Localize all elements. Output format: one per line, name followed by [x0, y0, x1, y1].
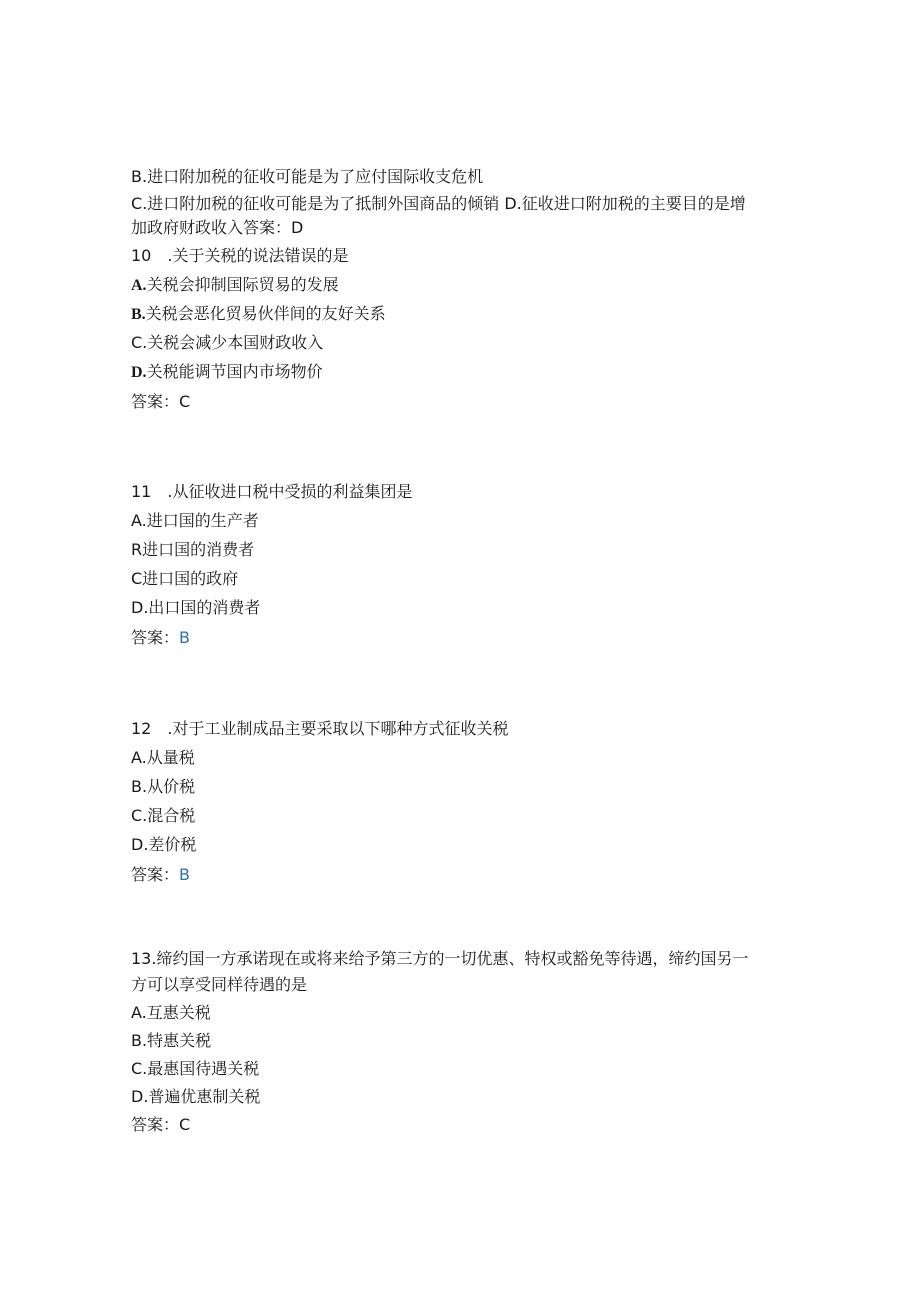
q10-answer-value: C [179, 392, 191, 411]
q13-option-c: C.最惠国待遇关税 [131, 1059, 260, 1078]
q11-option-b: R进口国的消费者 [131, 540, 255, 559]
q11-option-a: A.进口国的生产者 [131, 511, 259, 530]
q12-option-a: A.从量税 [131, 748, 195, 767]
q10-option-d-prefix: D. [131, 364, 147, 381]
q13-answer-label: 答案： [131, 1115, 180, 1134]
q12-answer-label: 答案： [131, 865, 180, 884]
q10-option-a [131, 275, 339, 296]
q11-option-c: C进口国的政府 [131, 569, 239, 588]
q10-option-d-text: 关税能调节国内市场物价 [146, 362, 323, 381]
q13-option-d: D.普遍优惠制关税 [131, 1087, 261, 1106]
q11-option-d: D.出口国的消费者 [131, 598, 261, 617]
q10-option-a-text: 关税会抑制国际贸易的发展 [146, 275, 339, 294]
q10-option-b-text: 关税会恶化贸易伙伴间的友好关系 [145, 304, 386, 323]
q12-option-d: D.差价税 [131, 835, 197, 854]
q9-option-b: B.进口附加税的征收可能是为了应付国际收支危机 [131, 167, 484, 186]
q10-option-a-prefix: A. [131, 277, 147, 294]
q9-option-c-line2: 加政府财政收入答案：D [131, 218, 304, 237]
q13-option-a: A.互惠关税 [131, 1003, 211, 1022]
q12-option-c: C.混合税 [131, 806, 196, 825]
q11-answer-label: 答案： [131, 628, 180, 647]
q12-question: 12 .对于工业制成品主要采取以下哪种方式征收关税 [131, 719, 509, 738]
q13-answer-value: C [179, 1115, 191, 1134]
q10-answer [131, 392, 190, 412]
q10-question: 10 .关于关税的说法错误的是 [131, 246, 349, 265]
q12-option-b: B.从价税 [131, 777, 196, 796]
q13-answer [131, 1115, 190, 1135]
q13-question-line2: 方可以享受同样待遇的是 [131, 975, 308, 994]
q10-option-c: C.关税会减少本国财政收入 [131, 333, 324, 352]
q12-answer [131, 865, 190, 885]
q13-question-line1: 13.缔约国一方承诺现在或将来给予第三方的一切优惠、特权或豁免等待遇，缔约国另一 [131, 949, 749, 968]
q9-option-c-line1: C.进口附加税的征收可能是为了抵制外国商品的倾销 D.征收进口附加税的主要目的是增 [131, 194, 746, 213]
q10-answer-label: 答案： [131, 392, 180, 411]
q10-option-b-prefix: B. [131, 306, 146, 323]
q11-answer [131, 628, 190, 648]
q11-question: 11 .从征收进口税中受损的利益集团是 [131, 482, 413, 501]
q12-answer-value: B [179, 865, 190, 884]
q11-answer-value: B [179, 628, 190, 647]
q10-option-d [131, 362, 323, 383]
q13-option-b: B.特惠关税 [131, 1031, 212, 1050]
q10-option-b [131, 304, 386, 325]
